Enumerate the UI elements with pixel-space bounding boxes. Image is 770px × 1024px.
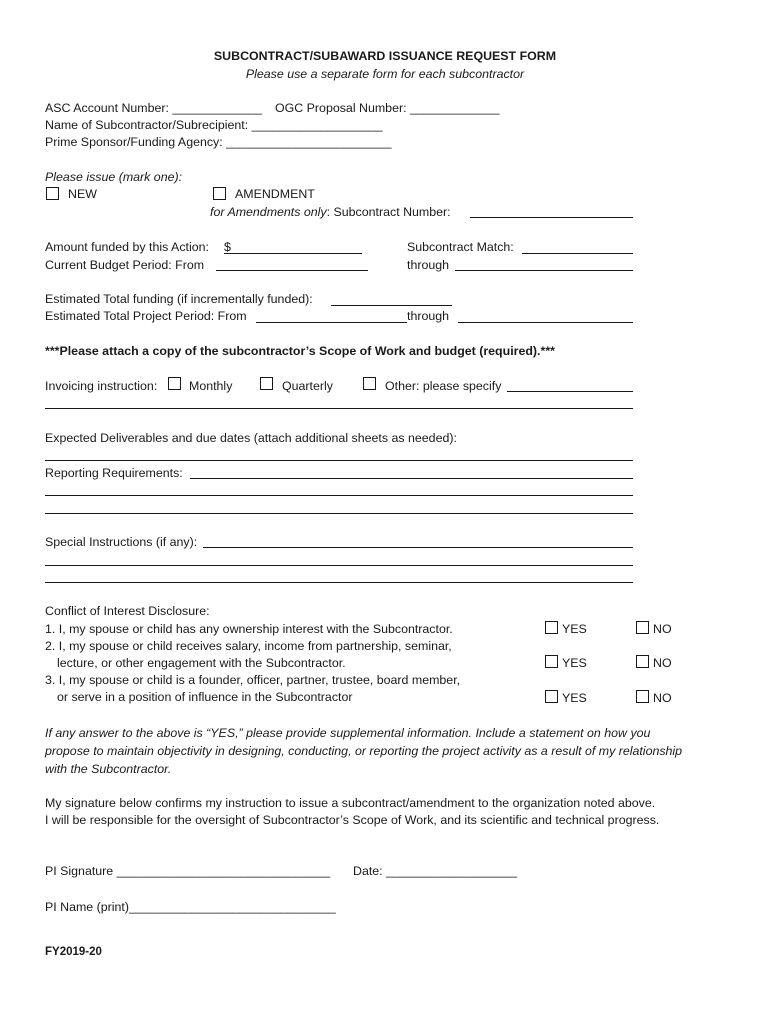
- q1-yes-checkbox[interactable]: [545, 621, 558, 634]
- est-total-funding-input[interactable]: [331, 305, 452, 306]
- confirmation-line-1: My signature below confirms my instruction to issue a subcontract/amendment to the organization noted above.: [45, 796, 656, 810]
- subcontract-match-label: Subcontract Match:: [407, 240, 514, 254]
- conflict-question-1: 1. I, my spouse or child has any ownership interest with the Subcontractor.: [45, 622, 453, 636]
- q2-yes-label: YES: [562, 656, 587, 670]
- amount-funded-input[interactable]: [224, 253, 362, 254]
- other-label: Other: please specify: [385, 379, 502, 393]
- reporting-input-line-1[interactable]: [190, 478, 633, 479]
- subcontract-number-input[interactable]: [470, 217, 633, 218]
- prime-sponsor-field[interactable]: Prime Sponsor/Funding Agency: ________________________: [45, 135, 392, 149]
- budget-through-label: through: [407, 258, 450, 272]
- est-period-from-input[interactable]: [256, 322, 407, 323]
- special-input-line-2[interactable]: [45, 565, 633, 566]
- reporting-label: Reporting Requirements:: [45, 466, 183, 480]
- q1-yes-label: YES: [562, 622, 587, 636]
- amount-funded-label: Amount funded by this Action:: [45, 240, 209, 254]
- special-input-line-3[interactable]: [45, 582, 633, 583]
- amendment-label: AMENDMENT: [235, 187, 315, 201]
- pi-name-field[interactable]: PI Name (print)______________________________: [45, 900, 336, 914]
- subcontract-match-input[interactable]: [522, 253, 633, 254]
- special-input-line-1[interactable]: [203, 547, 633, 548]
- ogc-proposal-field[interactable]: OGC Proposal Number: _____________: [275, 101, 500, 115]
- form-subtitle: Please use a separate form for each subcontractor: [245, 67, 525, 81]
- budget-period-label: Current Budget Period: From: [45, 258, 205, 272]
- est-period-label: Estimated Total Project Period: From: [45, 309, 247, 323]
- supplemental-instructions: If any answer to the above is “YES,” please provide supplemental information. Include a statement on how you propose to maintain objectivity in designing, conducting, or reporting the project activity as a result of my relationship with the Subcontractor.: [45, 726, 683, 776]
- pi-signature-field[interactable]: PI Signature _______________________________: [45, 864, 331, 878]
- other-specify-input[interactable]: [507, 391, 633, 392]
- est-total-funding-label: Estimated Total funding (if incrementally funded):: [45, 292, 313, 306]
- q3-yes-checkbox[interactable]: [545, 690, 558, 703]
- dollar-sign: $: [224, 240, 231, 254]
- subcontractor-name-field[interactable]: Name of Subcontractor/Subrecipient: ___________________: [45, 118, 383, 132]
- other-checkbox[interactable]: [363, 377, 376, 390]
- deliverables-input-line[interactable]: [45, 460, 633, 461]
- confirmation-line-2: I will be responsible for the oversight of Subcontractor’s Scope of Work, and its scientific and technical progress.: [45, 813, 660, 827]
- fiscal-year-label: FY2019-20: [45, 946, 102, 958]
- conflict-question-2-line2: lecture, or other engagement with the Subcontractor.: [57, 656, 346, 670]
- attach-notice: ***Please attach a copy of the subcontractor’s Scope of Work and budget (required).***: [45, 344, 555, 358]
- q2-no-label: NO: [653, 656, 672, 670]
- q2-yes-checkbox[interactable]: [545, 655, 558, 668]
- new-label: NEW: [68, 187, 97, 201]
- q3-yes-label: YES: [562, 691, 587, 705]
- quarterly-label: Quarterly: [282, 379, 333, 393]
- quarterly-checkbox[interactable]: [260, 377, 273, 390]
- deliverables-label: Expected Deliverables and due dates (attach additional sheets as needed):: [45, 431, 457, 445]
- conflict-heading: Conflict of Interest Disclosure:: [45, 604, 210, 618]
- form-title: SUBCONTRACT/SUBAWARD ISSUANCE REQUEST FORM: [213, 49, 557, 63]
- reporting-input-line-3[interactable]: [45, 513, 633, 514]
- monthly-checkbox[interactable]: [168, 377, 181, 390]
- q3-no-checkbox[interactable]: [636, 690, 649, 703]
- subcontract-number-row: [210, 204, 451, 220]
- special-instructions-label: Special Instructions (if any):: [45, 535, 198, 549]
- q3-no-label: NO: [653, 691, 672, 705]
- est-through-label: through: [407, 309, 450, 323]
- asc-account-field[interactable]: ASC Account Number: _____________: [45, 101, 262, 115]
- conflict-question-2-line1: 2. I, my spouse or child receives salary, income from partnership, seminar,: [45, 639, 452, 653]
- monthly-label: Monthly: [189, 379, 233, 393]
- est-period-through-input[interactable]: [458, 322, 633, 323]
- q1-no-checkbox[interactable]: [636, 621, 649, 634]
- conflict-question-3-line1: 3. I, my spouse or child is a founder, officer, partner, trustee, board member,: [45, 673, 461, 687]
- amendments-only-label: for Amendments only: [210, 205, 327, 219]
- q1-no-label: NO: [653, 622, 672, 636]
- date-field[interactable]: Date: ___________________: [353, 864, 517, 878]
- subcontract-number-label: : Subcontract Number:: [326, 205, 451, 219]
- invoicing-label: Invoicing instruction:: [45, 379, 158, 393]
- new-checkbox[interactable]: [46, 187, 59, 200]
- issue-type-label: Please issue (mark one):: [45, 170, 183, 184]
- budget-period-from-input[interactable]: [216, 270, 368, 271]
- reporting-input-line-2[interactable]: [45, 495, 633, 496]
- amendment-checkbox[interactable]: [213, 187, 226, 200]
- budget-period-through-input[interactable]: [455, 270, 633, 271]
- q2-no-checkbox[interactable]: [636, 655, 649, 668]
- conflict-question-3-line2: or serve in a position of influence in the Subcontractor: [57, 690, 353, 704]
- invoicing-extra-line[interactable]: [45, 408, 633, 409]
